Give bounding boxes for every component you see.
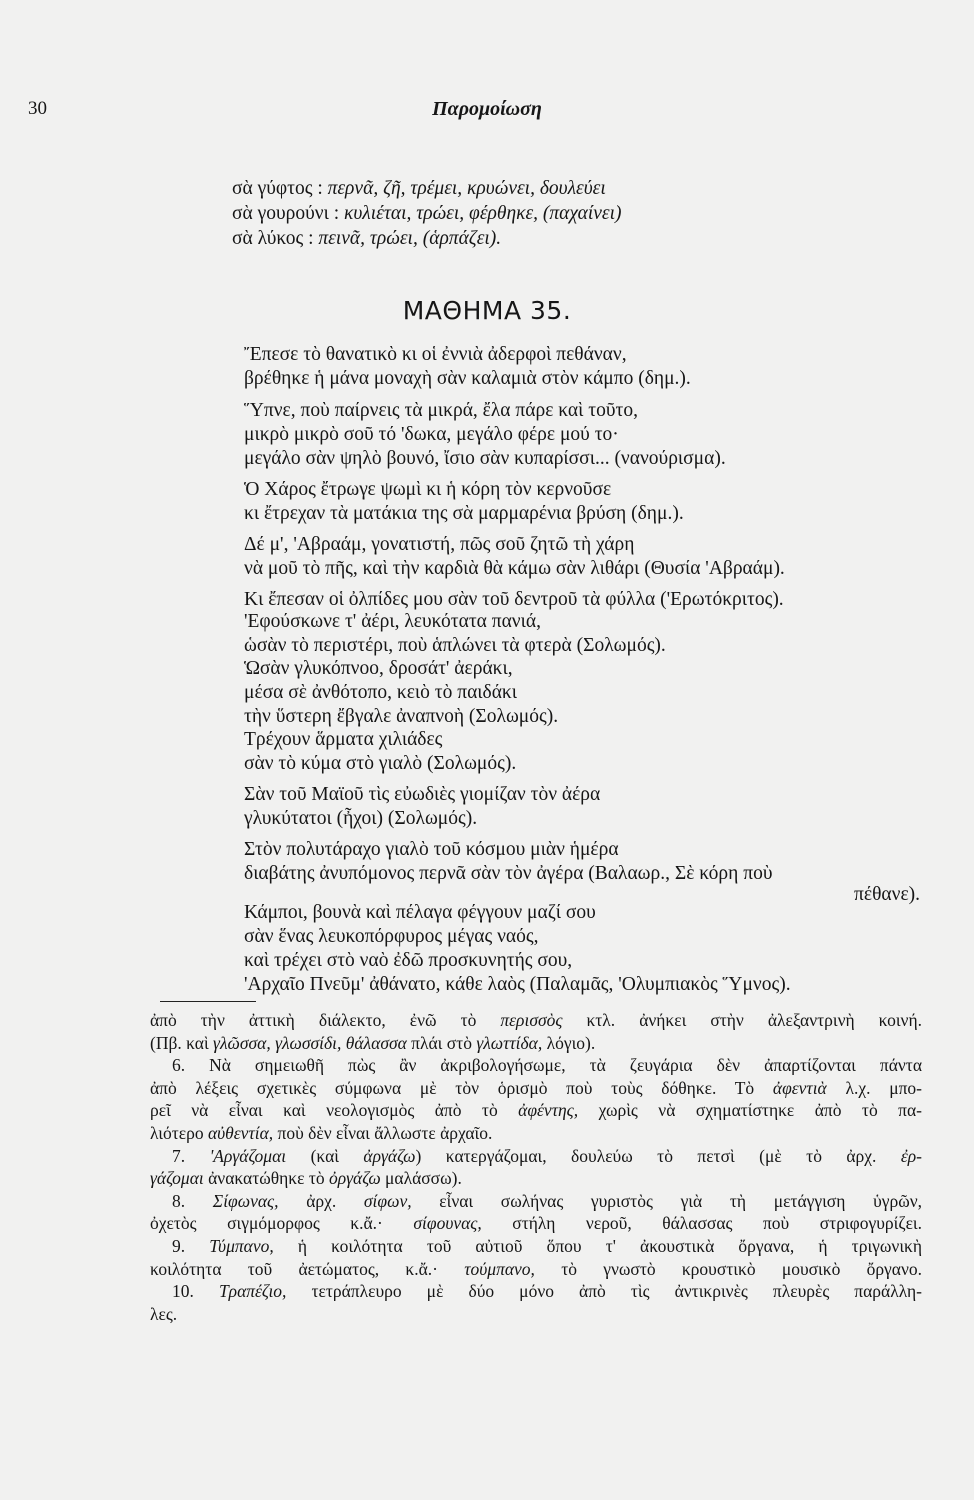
footnote-line	[150, 1145, 922, 1168]
text-run: ἀνακατώθηκε τὸ	[203, 1168, 329, 1189]
quotation-line: Κι ἔπεσαν οἱ ὀλπίδες μου σὰν τοῦ δεντροῦ τὰ φύλλα ('Ερωτόκριτος).	[244, 589, 784, 610]
italic-term: γλωττίδα,	[476, 1032, 543, 1053]
footnote-line	[150, 1077, 922, 1100]
quotation-line: Ἔπεσε τὸ θανατικὸ κι οἱ ἐννιὰ ἀδερφοὶ πεθάναν,	[244, 344, 627, 365]
footnote-line	[150, 1212, 922, 1235]
quotation	[244, 399, 726, 471]
footnotes	[150, 1009, 922, 1325]
quotation-line: καὶ τρέχει στὸ ναὸ ἐδῶ προσκυνητής σου,	[244, 950, 573, 971]
text-run: σὰ γουρούνι :	[232, 203, 344, 224]
text-run: ἡ κοιλότητα τοῦ αὐτιοῦ ὅπου τ' ἀκουστικὰ ὄργανα, ἡ τριγωνικὴ	[273, 1235, 922, 1256]
footnote-line	[150, 1258, 922, 1281]
quotation-line: Ὡσὰν γλυκόπνοο, δροσάτ' ἀεράκι,	[244, 658, 513, 679]
italic-term: περνᾶ, ζῆ, τρέμει, κρυώνει, δουλεύει	[327, 178, 606, 199]
quotation	[244, 657, 558, 729]
footnote-line	[150, 1280, 922, 1303]
quotation	[244, 343, 691, 391]
italic-term: ἀργάζω	[363, 1145, 416, 1166]
italic-term: σίφουνας,	[413, 1213, 482, 1234]
text-run: ποὺ δὲν εἶναι ἄλλωστε ἀρχαῖο.	[273, 1122, 493, 1143]
footnote-rule	[160, 1001, 256, 1002]
italic-term: γλῶσσα, γλωσσίδι, θάλασσα	[213, 1032, 407, 1053]
text-run: τὸ γνωστὸ κρουστικὸ μουσικὸ ὄργανο.	[534, 1258, 922, 1279]
intro-line	[232, 226, 622, 251]
footnote-line	[150, 1032, 922, 1055]
text-run: κτλ. ἀνήκει στὴν ἀλεξαντρινὴ κοινή.	[562, 1010, 922, 1030]
text-run: εἶναι σωλήνας γυριστὸς γιὰ τὴ μετάγγιση ὑγρῶν,	[411, 1190, 923, 1211]
running-header: Παρομοίωση	[432, 98, 542, 120]
quotation-line: Τρέχουν ἅρματα χιλιάδες	[244, 729, 443, 750]
footnote-line	[150, 1235, 922, 1258]
italic-term: Σίφωνας,	[212, 1190, 279, 1211]
quotation-line: βρέθηκε ἡ μάνα μοναχὴ σὰν καλαμιὰ στὸν κάμπο (δημ.).	[244, 368, 691, 389]
text-run: στήλη νεροῦ, θάλασσας ποὺ στριφογυρίζει.	[481, 1213, 922, 1234]
footnote-line	[150, 1190, 922, 1213]
text-run: (Πβ. καὶ	[150, 1032, 214, 1053]
text-run: τετράπλευρο μὲ δύο μόνο ἀπὸ τὶς ἀντικρινὲς πλευρὲς παράλλη-	[286, 1281, 923, 1302]
footnote-line	[150, 1009, 922, 1032]
text-run: 10.	[172, 1281, 219, 1302]
quotation-line: νὰ μοῦ τὸ πῆς, καὶ τὴν καρδιὰ θὰ κάμω σὰν λιθάρι (Θυσία 'Αβραάμ).	[244, 558, 785, 579]
text-run: ἀπὸ λέξεις σχετικὲς σύμφωνα μὲ τὸν ὁρισμὸ ποὺ τοὺς δόθηκε. Τὸ	[150, 1077, 773, 1098]
italic-term: σίφων,	[363, 1190, 412, 1211]
italic-term: κυλιέται, τρώει, φέρθηκε, (παχαίνει)	[344, 203, 622, 224]
text-run: λιότερο	[150, 1122, 208, 1143]
intro-line	[232, 201, 622, 226]
quotation	[244, 728, 516, 776]
italic-term: ἐρ-	[900, 1145, 922, 1166]
italic-term: ὀργάζω	[329, 1168, 381, 1189]
italic-term: πεινᾶ, τρώει, (ἁρπάζει).	[318, 228, 502, 249]
lesson-heading: ΜΑΘΗΜΑ 35.	[402, 296, 572, 325]
italic-term: τούμπανο,	[464, 1258, 535, 1279]
quotation-line: μικρὸ μικρὸ σοῦ τό 'δωκα, μεγάλο φέρε μού το·	[244, 424, 619, 445]
quotation-line: Ὁ Χάρος ἔτρωγε ψωμὶ κι ἡ κόρη τὸν κερνοῦσε	[244, 479, 612, 500]
italic-term: ἀφέντης,	[518, 1100, 579, 1121]
intro-line	[232, 176, 622, 201]
quotation-line: σὰν τὸ κύμα στὸ γιαλὸ (Σολωμός).	[244, 753, 517, 774]
page-number: 30	[28, 98, 47, 119]
quotation	[244, 610, 666, 658]
quotation-line: μέσα σὲ ἀνθότοπο, κειὸ τὸ παιδάκι	[244, 682, 518, 703]
text-run: σὰ γύφτος :	[232, 178, 328, 199]
italic-term: αὐθεντία,	[207, 1122, 274, 1143]
italic-term: ἀφεντιὰ	[772, 1077, 827, 1098]
text-run: 9.	[172, 1235, 210, 1256]
quotation	[244, 533, 785, 581]
text-run: 7.	[172, 1145, 210, 1166]
footnote-line	[150, 1303, 922, 1326]
quotation-line: Ὕπνε, ποὺ παίρνεις τὰ μικρά, ἔλα πάρε καὶ τοῦτο,	[244, 400, 638, 421]
text-run: 8.	[172, 1190, 213, 1211]
text-run: χωρὶς νὰ σχηματίστηκε ἀπὸ τὸ πα-	[578, 1100, 923, 1121]
text-run: κοιλότητα τοῦ ἀετώματος, κ.ἄ.·	[150, 1258, 465, 1279]
text-run: ) κατεργάζομαι, δουλεύω τὸ πετσὶ (μὲ τὸ ἀρχ.	[415, 1145, 901, 1166]
text-run: (καὶ	[286, 1145, 364, 1166]
italic-term: 'Αργάζομαι	[209, 1145, 287, 1166]
quotation-line: Στὸν πολυτάραχο γιαλὸ τοῦ κόσμου μιὰν ἡμέρα	[244, 839, 619, 860]
quotation-line: κι ἔτρεχαν τὰ ματάκια της σὰ μαρμαρένια βρύση (δημ.).	[244, 503, 684, 524]
italic-term: γάζομαι	[150, 1168, 204, 1189]
text-run: 6. Νὰ σημειωθῆ πὼς ἂν ἀκριβολογήσωμε, τὰ ζευγάρια δὲν ἀπαρτίζονται πάντα	[172, 1055, 922, 1076]
intro-lines	[232, 176, 622, 251]
text-run: ὀχετὸς σιγμόμορφος κ.ἄ.·	[150, 1213, 414, 1234]
footnote-line	[150, 1167, 922, 1190]
text-run: λες.	[150, 1303, 178, 1324]
italic-term: περισσὸς	[500, 1010, 563, 1030]
quotation-line: τὴν ὕστερη ἔβγαλε ἀναπνοὴ (Σολωμός).	[244, 706, 559, 727]
quotation	[244, 478, 684, 526]
text-run: ρεῖ νὰ εἶναι καὶ νεολογισμὸς ἀπὸ τὸ	[150, 1100, 519, 1121]
quotation-line: πέθανε).	[854, 884, 920, 905]
quotation-line: γλυκύτατοι (ἦχοι) (Σολωμός).	[244, 808, 478, 829]
footnote-line	[150, 1099, 922, 1122]
quotation	[244, 901, 791, 997]
text-run: ἀρχ.	[278, 1190, 364, 1211]
italic-term: Τύμπανο,	[209, 1235, 274, 1256]
quotation-line: μεγάλο σὰν ψηλὸ βουνό, ἴσιο σὰν κυπαρίσσι... (νανούρισμα).	[244, 448, 726, 469]
text-run: ἀπὸ τὴν ἀττικὴ διάλεκτο, ἐνῶ τὸ	[150, 1010, 501, 1030]
quotation	[244, 588, 784, 612]
footnote-line	[150, 1122, 922, 1145]
quotation-line: Δέ μ', 'Αβραάμ, γονατιστή, πῶς σοῦ ζητῶ τὴ χάρη	[244, 534, 635, 555]
quotation-line: ὡσὰν τὸ περιστέρι, ποὺ ἁπλώνει τὰ φτερὰ (Σολωμός).	[244, 635, 666, 656]
quotation	[244, 838, 920, 904]
quotation-line: Σὰν τοῦ Μαϊοῦ τὶς εὐωδιὲς γιομίζαν τὸν ἀέρα	[244, 784, 601, 805]
quotation-line: 'Εφούσκωνε τ' ἀέρι, λευκότατα πανιά,	[244, 611, 541, 632]
text-run: μαλάσσω).	[380, 1168, 462, 1189]
text-run: λ.χ. μπο-	[826, 1077, 922, 1098]
footnote-line	[150, 1054, 922, 1077]
text-run: πλάι στὸ	[406, 1032, 477, 1053]
text-run: λόγιο).	[542, 1032, 596, 1053]
quotation	[244, 783, 600, 831]
quotation-line: σὰν ἕνας λευκοπόρφυρος μέγας ναός,	[244, 926, 539, 947]
quotation-line: Κάμποι, βουνὰ καὶ πέλαγα φέγγουν μαζί σου	[244, 902, 596, 923]
text-run: σὰ λύκος :	[232, 228, 319, 249]
quotation-line: 'Αρχαῖο Πνεῦμ' ἀθάνατο, κάθε λαὸς (Παλαμᾶς, 'Ολυμπιακὸς Ὕμνος).	[244, 974, 791, 995]
italic-term: Τραπέζιο,	[218, 1281, 287, 1302]
quotation-line: διαβάτης ἀνυπόμονος περνᾶ σὰν τὸν ἀγέρα (Βαλαωρ., Σὲ κόρη ποὺ	[244, 863, 773, 884]
